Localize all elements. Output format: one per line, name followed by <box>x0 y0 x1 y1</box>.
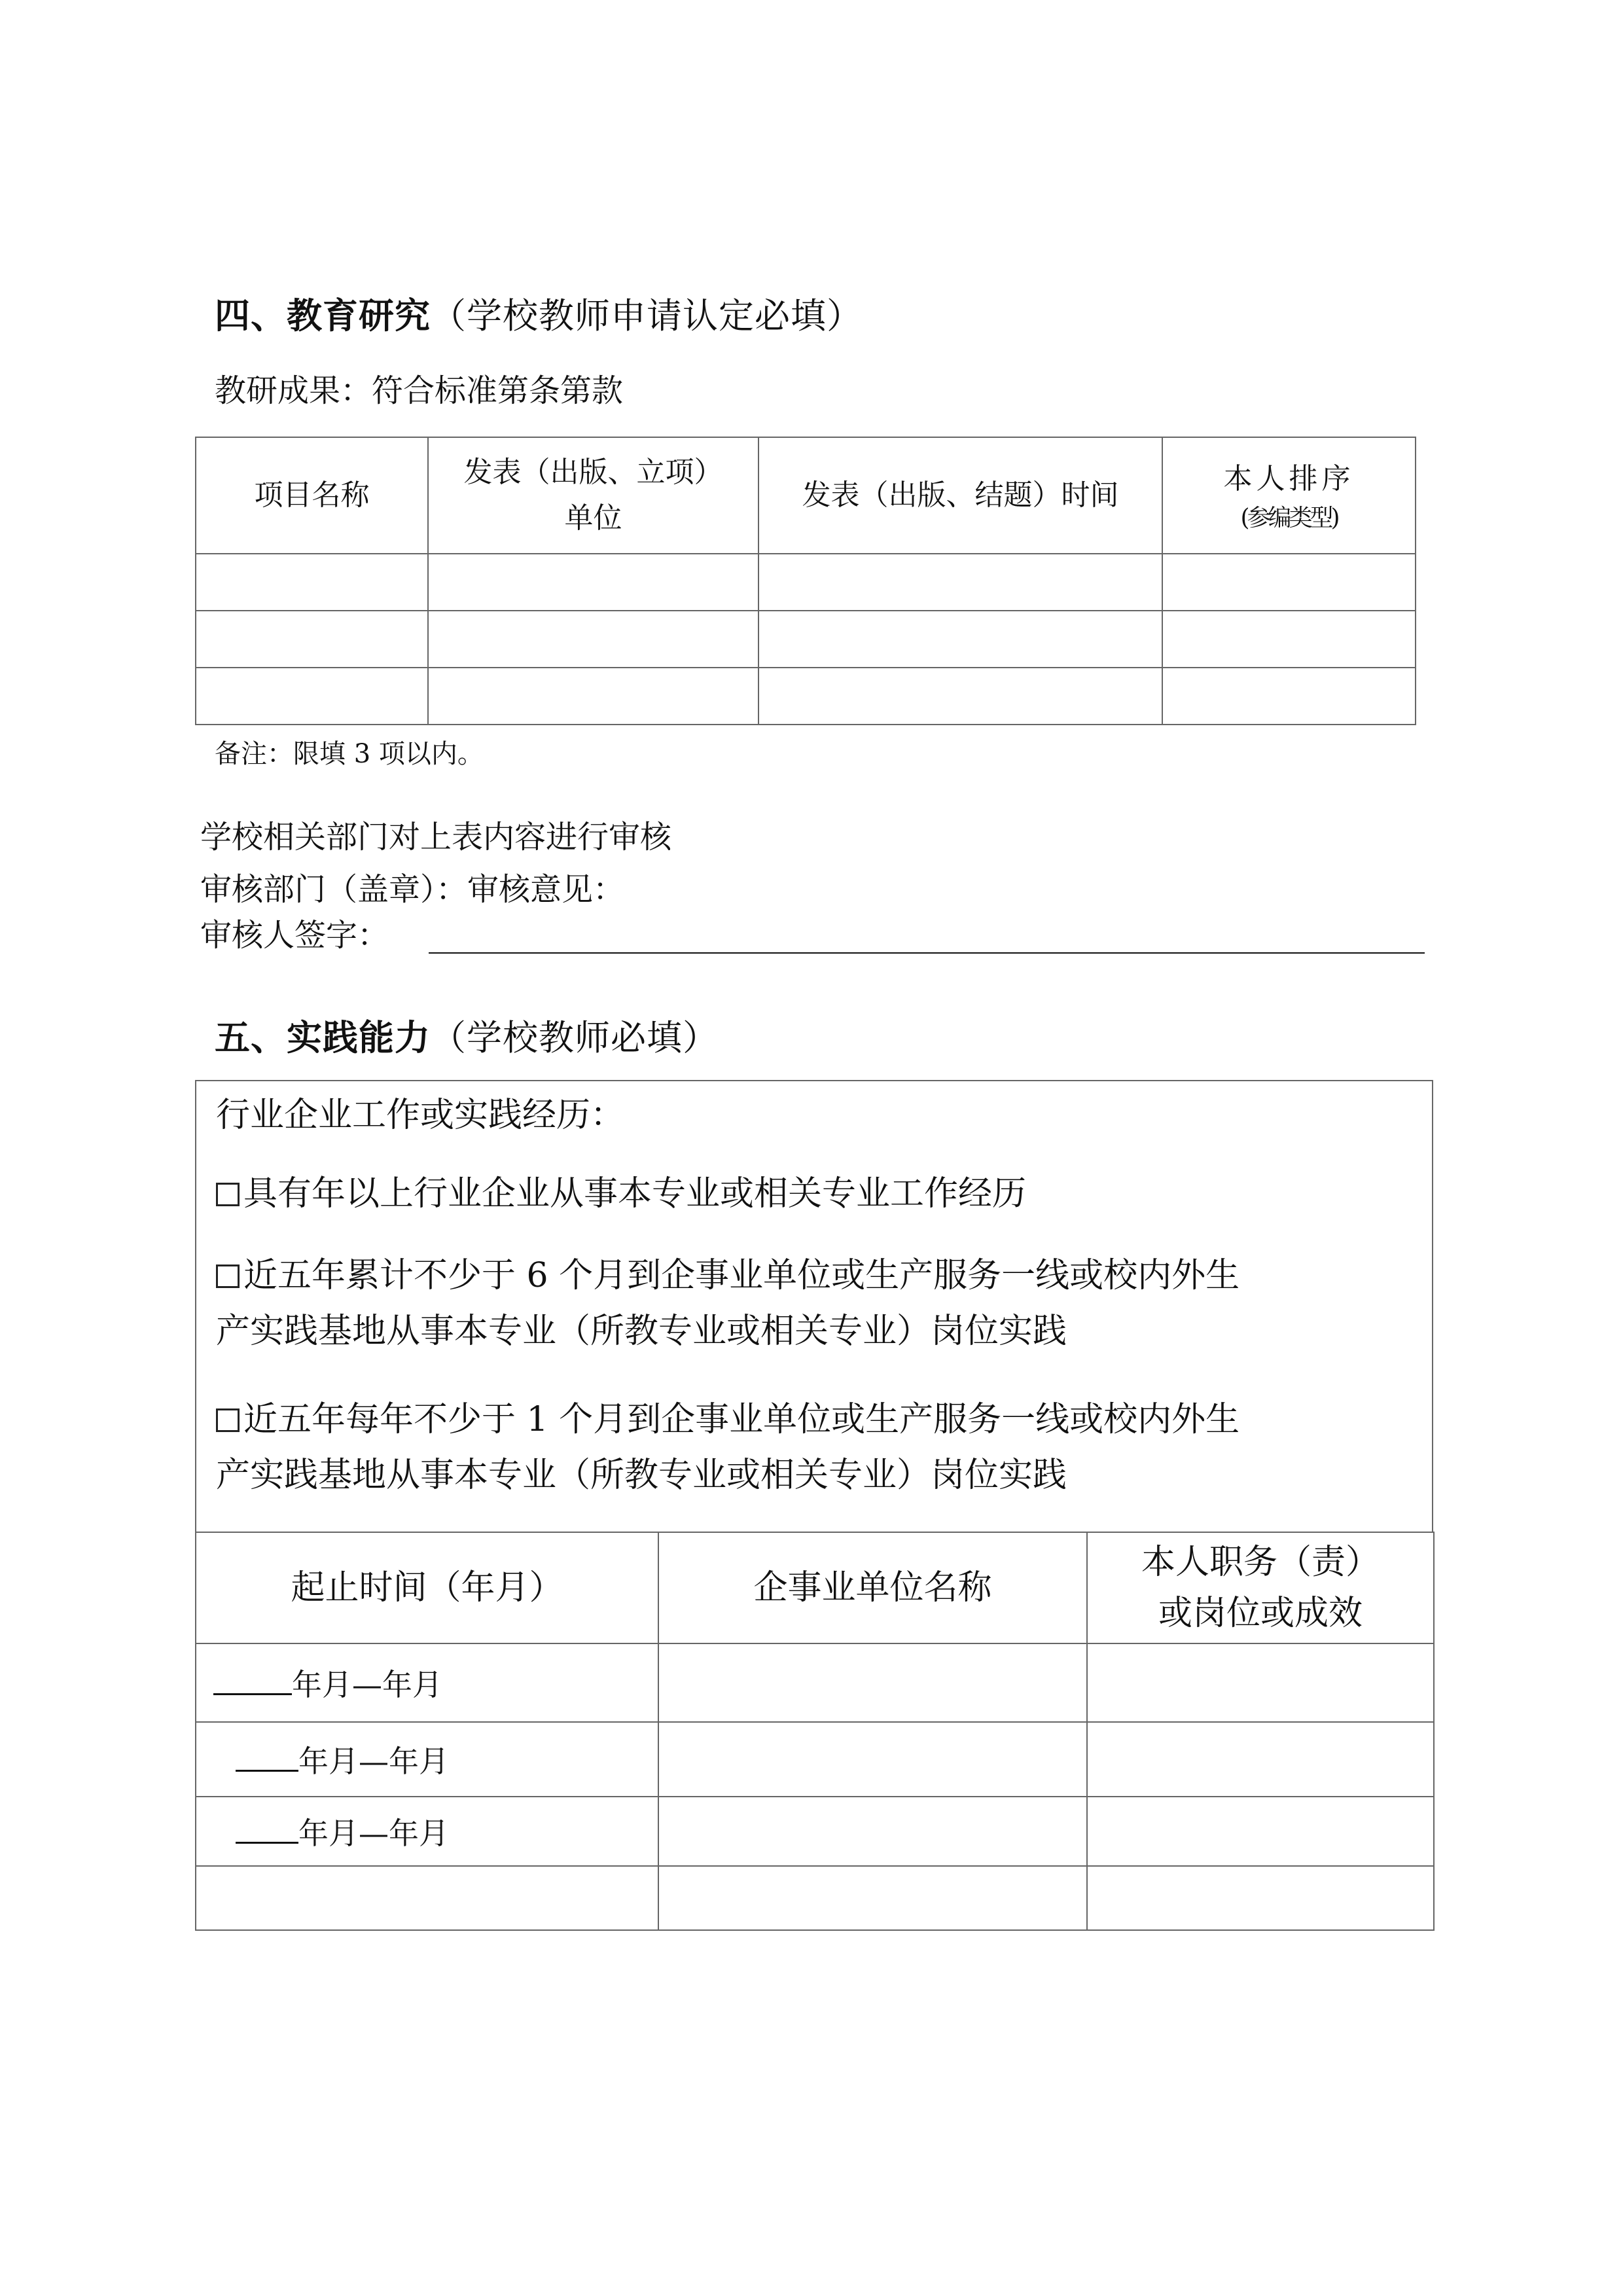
org-cell-4[interactable] <box>658 1866 1087 1930</box>
checkbox-1[interactable] <box>216 1183 240 1206</box>
table-row <box>196 1866 1434 1930</box>
header-project-name: 项目名称 <box>196 437 428 554</box>
review-department: 审核部门（盖章）：审核意见： <box>200 871 625 908</box>
section5-title: 五、实践能力（学校教师必填） <box>215 1017 719 1058</box>
header-rank: 本人排序 (参编类型) <box>1162 437 1416 554</box>
table-row <box>196 1797 1434 1866</box>
header-role: 本人职务（责） 或岗位或成效 <box>1087 1532 1434 1643</box>
experience-label: 行业企业工作或实践经历： <box>216 1096 625 1135</box>
table-row <box>196 611 1416 668</box>
cell-unit-2[interactable] <box>428 611 758 668</box>
table-remark: 备注：限填 3 项以内。 <box>215 739 484 769</box>
header-publish-time: 发表（出版、结题）时间 <box>758 437 1162 554</box>
table-row <box>196 668 1416 725</box>
practice-table <box>195 1532 1435 1931</box>
role-cell-4[interactable] <box>1087 1866 1434 1930</box>
review-instruction: 学校相关部门对上表内容进行审核 <box>200 819 672 855</box>
option-2-cont: 产实践基地从事本专业（所教专业或相关专业）岗位实践 <box>216 1312 1067 1351</box>
section4-title: 四、教育研究（学校教师申请认定必填） <box>215 295 863 336</box>
cell-name-2[interactable] <box>196 611 428 668</box>
research-criteria: 教研成果：符合标准第条第款 <box>215 372 624 409</box>
checkbox-2[interactable] <box>216 1265 240 1288</box>
header-period: 起止时间（年月） <box>196 1532 658 1643</box>
cell-unit-1[interactable] <box>428 554 758 611</box>
research-table <box>195 437 1416 725</box>
role-cell-1[interactable] <box>1087 1643 1434 1722</box>
year-blank[interactable] <box>213 1671 292 1695</box>
reviewer-signature-label: 审核人签字： <box>200 917 389 954</box>
checkbox-3[interactable] <box>216 1408 240 1432</box>
year-blank[interactable] <box>236 1748 298 1772</box>
table-row <box>196 1722 1434 1797</box>
option-3-cont: 产实践基地从事本专业（所教专业或相关专业）岗位实践 <box>216 1456 1067 1495</box>
org-cell-2[interactable] <box>658 1722 1087 1797</box>
option-3[interactable]: 近五年每年不少于 1 个月到企事业单位或生产服务一线或校内外生 <box>216 1392 1240 1447</box>
experience-box <box>195 1080 1433 1532</box>
period-cell-4[interactable] <box>196 1866 658 1930</box>
period-cell-3[interactable]: 年月—年月 <box>196 1797 658 1866</box>
option-1[interactable]: 具有年以上行业企业从事本专业或相关专业工作经历 <box>216 1166 1026 1221</box>
cell-time-2[interactable] <box>758 611 1162 668</box>
period-cell-1[interactable]: 年月—年月 <box>196 1643 658 1722</box>
org-cell-3[interactable] <box>658 1797 1087 1866</box>
cell-time-1[interactable] <box>758 554 1162 611</box>
option-2[interactable]: 近五年累计不少于 6 个月到企事业单位或生产服务一线或校内外生 <box>216 1248 1240 1303</box>
role-cell-3[interactable] <box>1087 1797 1434 1866</box>
cell-unit-3[interactable] <box>428 668 758 725</box>
table-row <box>196 554 1416 611</box>
org-cell-1[interactable] <box>658 1643 1087 1722</box>
cell-rank-3[interactable] <box>1162 668 1416 725</box>
cell-name-1[interactable] <box>196 554 428 611</box>
year-blank[interactable] <box>236 1820 298 1844</box>
header-organization: 企事业单位名称 <box>658 1532 1087 1643</box>
role-cell-2[interactable] <box>1087 1722 1434 1797</box>
cell-name-3[interactable] <box>196 668 428 725</box>
cell-time-3[interactable] <box>758 668 1162 725</box>
cell-rank-2[interactable] <box>1162 611 1416 668</box>
period-cell-2[interactable]: 年月—年月 <box>196 1722 658 1797</box>
signature-line[interactable] <box>429 952 1425 954</box>
header-publish-unit: 发表（出版、立项） 单位 <box>428 437 758 554</box>
table-row <box>196 1643 1434 1722</box>
cell-rank-1[interactable] <box>1162 554 1416 611</box>
